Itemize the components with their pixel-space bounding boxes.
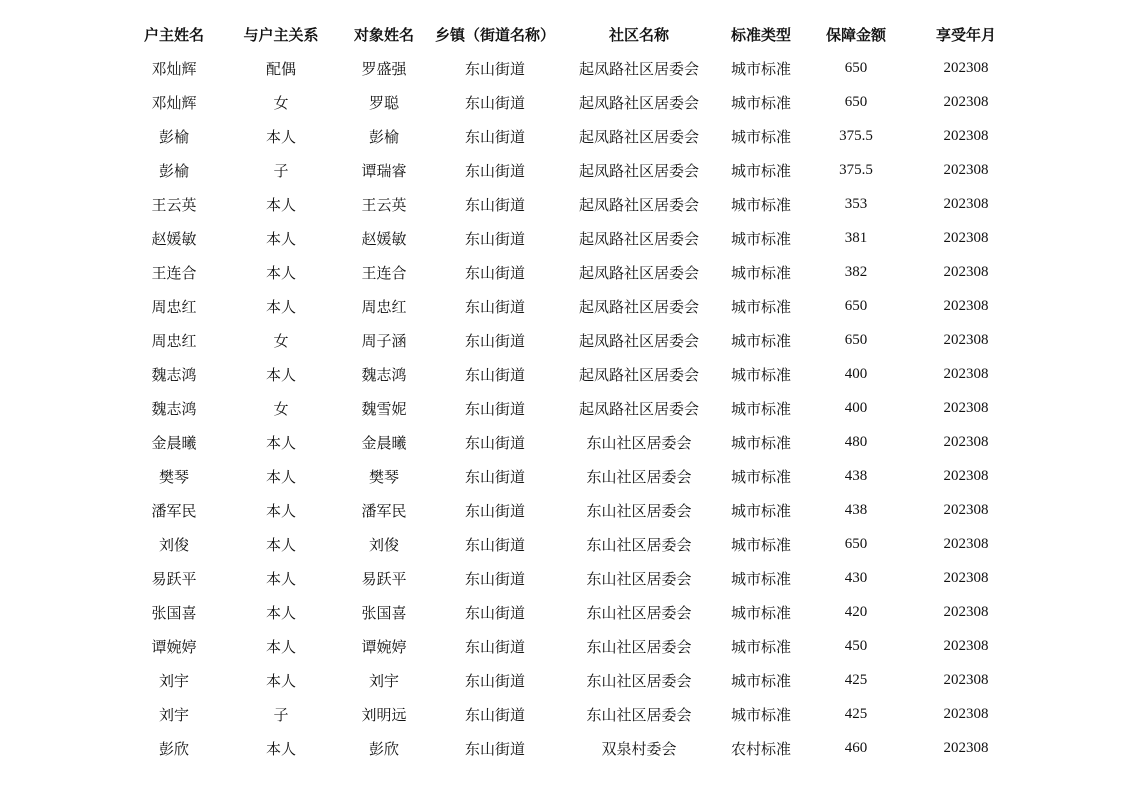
- township-cell: 东山街道: [464, 195, 525, 214]
- recipient-name-cell: 魏雪妮: [361, 399, 407, 418]
- relation-cell: 本人: [265, 127, 296, 146]
- month-cell: 202308: [943, 127, 989, 144]
- standard-type-cell: 城市标准: [730, 365, 791, 384]
- standard-type-cell: 城市标准: [730, 297, 791, 316]
- householder-name-cell: 潘军民: [151, 501, 197, 520]
- amount-cell: 400: [844, 399, 868, 416]
- standard-type-cell: 城市标准: [730, 263, 791, 282]
- standard-type-cell: 农村标准: [730, 739, 791, 758]
- township-cell: 东山街道: [464, 433, 525, 452]
- township-cell: 东山街道: [464, 569, 525, 588]
- relation-cell: 本人: [265, 603, 296, 622]
- community-cell: 起凤路社区居委会: [578, 59, 699, 78]
- householder-name-cell: 邓灿辉: [151, 93, 197, 112]
- householder-name-cell: 王连合: [151, 263, 197, 282]
- householder-name-cell: 邓灿辉: [151, 59, 197, 78]
- relation-cell: 本人: [265, 229, 296, 248]
- relation-cell: 本人: [265, 739, 296, 758]
- month-cell: 202308: [943, 331, 989, 348]
- community-cell: 双泉村委会: [601, 739, 677, 758]
- recipient-name-cell: 张国喜: [361, 603, 407, 622]
- amount-cell: 400: [844, 365, 868, 382]
- community-cell: 起凤路社区居委会: [578, 229, 699, 248]
- standard-type-cell: 城市标准: [730, 433, 791, 452]
- standard-type-cell: 城市标准: [730, 637, 791, 656]
- table-row: [120, 357, 1020, 391]
- standard-type-cell: 城市标准: [730, 501, 791, 520]
- standard-type-cell: 城市标准: [730, 93, 791, 112]
- recipient-name-cell: 刘俊: [368, 535, 399, 554]
- township-cell: 东山街道: [464, 467, 525, 486]
- recipient-name-cell: 罗盛强: [361, 59, 407, 78]
- relation-cell: 本人: [265, 263, 296, 282]
- standard-type-cell: 城市标准: [730, 603, 791, 622]
- table-row: [120, 255, 1020, 289]
- recipient-name-cell: 谭瑞睿: [361, 161, 407, 180]
- community-cell: 起凤路社区居委会: [578, 331, 699, 350]
- township-cell: 东山街道: [464, 263, 525, 282]
- header-amount: 保障金额: [825, 25, 886, 44]
- month-cell: 202308: [943, 739, 989, 756]
- township-cell: 东山街道: [464, 535, 525, 554]
- recipient-name-cell: 刘宇: [368, 671, 399, 690]
- table-row: [120, 731, 1020, 765]
- standard-type-cell: 城市标准: [730, 59, 791, 78]
- table-row: [120, 119, 1020, 153]
- month-cell: 202308: [943, 637, 989, 654]
- township-cell: 东山街道: [464, 399, 525, 418]
- community-cell: 起凤路社区居委会: [578, 93, 699, 112]
- township-cell: 东山街道: [464, 705, 525, 724]
- community-cell: 东山社区居委会: [586, 467, 692, 486]
- month-cell: 202308: [943, 467, 989, 484]
- standard-type-cell: 城市标准: [730, 569, 791, 588]
- month-cell: 202308: [943, 229, 989, 246]
- relation-cell: 本人: [265, 569, 296, 588]
- standard-type-cell: 城市标准: [730, 705, 791, 724]
- amount-cell: 650: [844, 93, 868, 110]
- relation-cell: 女: [273, 93, 289, 112]
- township-cell: 东山街道: [464, 59, 525, 78]
- standard-type-cell: 城市标准: [730, 467, 791, 486]
- householder-name-cell: 刘宇: [158, 705, 189, 724]
- table-row: [120, 289, 1020, 323]
- householder-name-cell: 张国喜: [151, 603, 197, 622]
- community-cell: 东山社区居委会: [586, 603, 692, 622]
- amount-cell: 382: [844, 263, 868, 280]
- header-recipient-name: 对象姓名: [353, 25, 414, 44]
- month-cell: 202308: [943, 93, 989, 110]
- relation-cell: 子: [273, 705, 289, 724]
- community-cell: 东山社区居委会: [586, 535, 692, 554]
- community-cell: 起凤路社区居委会: [578, 263, 699, 282]
- table-row: [120, 85, 1020, 119]
- householder-name-cell: 易跃平: [151, 569, 197, 588]
- month-cell: 202308: [943, 59, 989, 76]
- table-body: [120, 51, 1020, 765]
- recipient-name-cell: 金晨曦: [361, 433, 407, 452]
- householder-name-cell: 周忠红: [151, 297, 197, 316]
- recipient-name-cell: 王连合: [361, 263, 407, 282]
- township-cell: 东山街道: [464, 331, 525, 350]
- relation-cell: 女: [273, 331, 289, 350]
- table-row: [120, 323, 1020, 357]
- householder-name-cell: 刘俊: [158, 535, 189, 554]
- month-cell: 202308: [943, 501, 989, 518]
- community-cell: 东山社区居委会: [586, 671, 692, 690]
- table-row: [120, 527, 1020, 561]
- township-cell: 东山街道: [464, 93, 525, 112]
- month-cell: 202308: [943, 671, 989, 688]
- amount-cell: 430: [844, 569, 868, 586]
- table-row: [120, 629, 1020, 663]
- header-community: 社区名称: [608, 25, 669, 44]
- relation-cell: 本人: [265, 671, 296, 690]
- relation-cell: 本人: [265, 365, 296, 384]
- community-cell: 起凤路社区居委会: [578, 399, 699, 418]
- township-cell: 东山街道: [464, 229, 525, 248]
- recipient-name-cell: 易跃平: [361, 569, 407, 588]
- relation-cell: 本人: [265, 501, 296, 520]
- community-cell: 东山社区居委会: [586, 705, 692, 724]
- header-householder-name: 户主姓名: [143, 25, 204, 44]
- standard-type-cell: 城市标准: [730, 399, 791, 418]
- relation-cell: 本人: [265, 637, 296, 656]
- relation-cell: 本人: [265, 535, 296, 554]
- householder-name-cell: 彭欣: [158, 739, 189, 758]
- table-row: [120, 153, 1020, 187]
- recipient-name-cell: 赵媛敏: [361, 229, 407, 248]
- householder-name-cell: 刘宇: [158, 671, 189, 690]
- householder-name-cell: 彭榆: [158, 127, 189, 146]
- amount-cell: 353: [844, 195, 868, 212]
- standard-type-cell: 城市标准: [730, 535, 791, 554]
- month-cell: 202308: [943, 161, 989, 178]
- recipient-name-cell: 樊琴: [368, 467, 399, 486]
- month-cell: 202308: [943, 297, 989, 314]
- month-cell: 202308: [943, 399, 989, 416]
- township-cell: 东山街道: [464, 603, 525, 622]
- month-cell: 202308: [943, 365, 989, 382]
- table-row: [120, 493, 1020, 527]
- township-cell: 东山街道: [464, 127, 525, 146]
- householder-name-cell: 魏志鸿: [151, 365, 197, 384]
- amount-cell: 438: [844, 467, 868, 484]
- recipient-name-cell: 彭欣: [368, 739, 399, 758]
- householder-name-cell: 王云英: [151, 195, 197, 214]
- header-standard-type: 标准类型: [730, 25, 791, 44]
- table-row: [120, 697, 1020, 731]
- recipient-name-cell: 谭婉婷: [361, 637, 407, 656]
- beneficiary-table: [120, 17, 1020, 765]
- householder-name-cell: 樊琴: [158, 467, 189, 486]
- table-row: [120, 459, 1020, 493]
- amount-cell: 650: [844, 535, 868, 552]
- table-row: [120, 391, 1020, 425]
- header-month: 享受年月: [935, 25, 996, 44]
- amount-cell: 450: [844, 637, 868, 654]
- table-row: [120, 595, 1020, 629]
- recipient-name-cell: 潘军民: [361, 501, 407, 520]
- month-cell: 202308: [943, 433, 989, 450]
- recipient-name-cell: 刘明远: [361, 705, 407, 724]
- table-row: [120, 221, 1020, 255]
- township-cell: 东山街道: [464, 501, 525, 520]
- relation-cell: 本人: [265, 297, 296, 316]
- recipient-name-cell: 周忠红: [361, 297, 407, 316]
- amount-cell: 650: [844, 331, 868, 348]
- community-cell: 东山社区居委会: [586, 433, 692, 452]
- standard-type-cell: 城市标准: [730, 331, 791, 350]
- amount-cell: 425: [844, 671, 868, 688]
- relation-cell: 本人: [265, 467, 296, 486]
- standard-type-cell: 城市标准: [730, 127, 791, 146]
- recipient-name-cell: 魏志鸿: [361, 365, 407, 384]
- amount-cell: 420: [844, 603, 868, 620]
- amount-cell: 650: [844, 297, 868, 314]
- month-cell: 202308: [943, 535, 989, 552]
- township-cell: 东山街道: [464, 671, 525, 690]
- relation-cell: 配偶: [265, 59, 296, 78]
- table-row: [120, 187, 1020, 221]
- relation-cell: 本人: [265, 433, 296, 452]
- township-cell: 东山街道: [464, 739, 525, 758]
- standard-type-cell: 城市标准: [730, 671, 791, 690]
- householder-name-cell: 赵媛敏: [151, 229, 197, 248]
- householder-name-cell: 谭婉婷: [151, 637, 197, 656]
- householder-name-cell: 周忠红: [151, 331, 197, 350]
- community-cell: 起凤路社区居委会: [578, 161, 699, 180]
- table-row: [120, 561, 1020, 595]
- month-cell: 202308: [943, 569, 989, 586]
- householder-name-cell: 金晨曦: [151, 433, 197, 452]
- township-cell: 东山街道: [464, 637, 525, 656]
- recipient-name-cell: 罗聪: [368, 93, 399, 112]
- recipient-name-cell: 周子涵: [361, 331, 407, 350]
- standard-type-cell: 城市标准: [730, 195, 791, 214]
- community-cell: 东山社区居委会: [586, 501, 692, 520]
- standard-type-cell: 城市标准: [730, 161, 791, 180]
- amount-cell: 438: [844, 501, 868, 518]
- amount-cell: 460: [844, 739, 868, 756]
- table-header: [120, 17, 1020, 51]
- amount-cell: 381: [844, 229, 868, 246]
- community-cell: 起凤路社区居委会: [578, 127, 699, 146]
- recipient-name-cell: 彭榆: [368, 127, 399, 146]
- community-cell: 起凤路社区居委会: [578, 297, 699, 316]
- community-cell: 东山社区居委会: [586, 569, 692, 588]
- township-cell: 东山街道: [464, 161, 525, 180]
- community-cell: 起凤路社区居委会: [578, 195, 699, 214]
- township-cell: 东山街道: [464, 297, 525, 316]
- header-relation: 与户主关系: [243, 25, 319, 44]
- amount-cell: 650: [844, 59, 868, 76]
- table-row: [120, 425, 1020, 459]
- month-cell: 202308: [943, 195, 989, 212]
- community-cell: 东山社区居委会: [586, 637, 692, 656]
- community-cell: 起凤路社区居委会: [578, 365, 699, 384]
- header-township: 乡镇（街道名称）: [434, 25, 555, 44]
- amount-cell: 425: [844, 705, 868, 722]
- standard-type-cell: 城市标准: [730, 229, 791, 248]
- recipient-name-cell: 王云英: [361, 195, 407, 214]
- householder-name-cell: 彭榆: [158, 161, 189, 180]
- householder-name-cell: 魏志鸿: [151, 399, 197, 418]
- relation-cell: 女: [273, 399, 289, 418]
- table-row: [120, 663, 1020, 697]
- amount-cell: 480: [844, 433, 868, 450]
- amount-cell: 375.5: [839, 161, 873, 178]
- relation-cell: 本人: [265, 195, 296, 214]
- relation-cell: 子: [273, 161, 289, 180]
- amount-cell: 375.5: [839, 127, 873, 144]
- month-cell: 202308: [943, 705, 989, 722]
- township-cell: 东山街道: [464, 365, 525, 384]
- month-cell: 202308: [943, 603, 989, 620]
- header-row: [120, 17, 1020, 51]
- table-row: [120, 51, 1020, 85]
- month-cell: 202308: [943, 263, 989, 280]
